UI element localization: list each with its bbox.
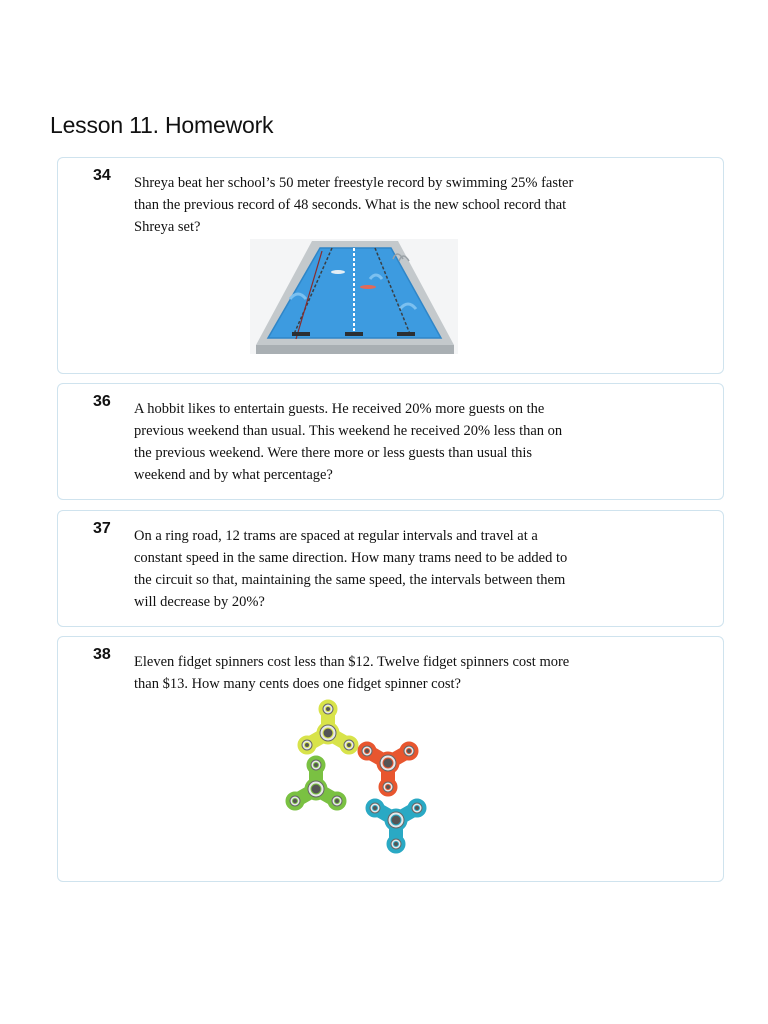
problem-card-36: [57, 383, 724, 500]
problem-text: Eleven fidget spinners cost less than $12. Twelve fidget spinners cost more than $13. How many cents does one fidget spinner cost?: [134, 654, 570, 692]
problem-number: 36: [93, 393, 111, 410]
page-title: Lesson 11. Homework: [50, 112, 274, 138]
problem-number: 38: [93, 646, 111, 663]
problem-number: 37: [93, 520, 111, 537]
teal-spinner: [366, 799, 426, 853]
problem-card-34: [57, 157, 724, 374]
problem-text: A hobbit likes to entertain guests. He received 20% more guests on the previous weekend than usual. This weekend he received 20% less than on the previous weekend. Were there more or less guests than usual this weekend and by what percentage?: [134, 401, 563, 483]
swimming-pool-illustration: [250, 239, 458, 354]
green-spinner: [286, 756, 346, 810]
yellow-spinner: [298, 700, 358, 754]
problem-text: On a ring road, 12 trams are spaced at regular intervals and travel at a constant speed in the same direction. How many trams need to be added to the circuit so that, maintaining the same speed, the intervals between them will decrease by 20%?: [134, 528, 568, 610]
fidget-spinners-illustration: [276, 695, 436, 863]
problem-card-37: [57, 510, 724, 627]
red-spinner: [358, 742, 418, 796]
problem-number: 34: [93, 167, 111, 184]
problem-text: Shreya beat her school’s 50 meter freestyle record by swimming 25% faster than the previous record of 48 seconds. What is the new school record that Shreya set?: [134, 175, 574, 235]
problem-card-38: [57, 636, 724, 882]
